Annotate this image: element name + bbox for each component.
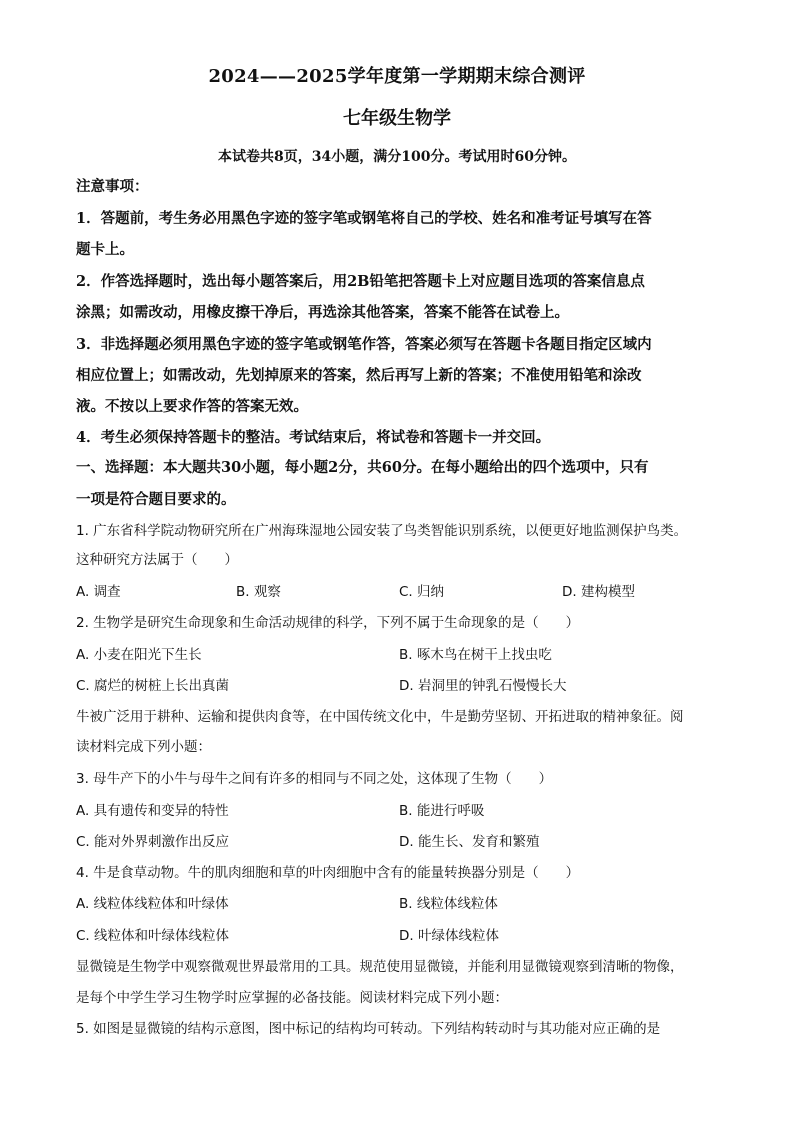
question-stem: 1. 广东省科学院动物研究所在广州海珠湿地公园安装了鸟类智能识别系统，以便更好地监测保护鸟类。 (76, 523, 688, 539)
notes-heading: 注意事项： (76, 178, 149, 195)
option-d: D. 能生长、发育和繁殖 (399, 834, 540, 850)
note-line: 4．考生必须保持答题卡的整洁。考试结束后，将试卷和答题卡一并交回。 (76, 429, 551, 446)
section-heading: 一、选择题：本大题共30小题，每小题2分，共60分。在每小题给出的四个选项中，只有 (76, 459, 649, 476)
reading-material: 显微镜是生物学中观察微观世界最常用的工具。规范使用显微镜，并能利用显微镜观察到清晰的物像， (76, 959, 684, 975)
option-b: B. 啄木鸟在树干上找虫吃 (399, 647, 552, 663)
question-stem: 3. 母牛产下的小牛与母牛之间有许多的相同与不同之处，这体现了生物（ ） (76, 771, 553, 787)
note-line: 相应位置上；如需改动，先划掉原来的答案，然后再写上新的答案；不准使用铅笔和涂改 (76, 367, 642, 384)
option-a: A. 小麦在阳光下生长 (76, 647, 202, 663)
option-c: C. 腐烂的树桩上长出真菌 (76, 678, 230, 694)
option-b: B. 线粒体线粒体 (399, 896, 498, 912)
exam-title: 2024——2025学年度第一学期期末综合测评 (208, 66, 586, 87)
note-line: 2．作答选择题时，选出每小题答案后，用2B铅笔把答题卡上对应题目选项的答案信息点 (76, 273, 645, 290)
note-line: 涂黑；如需改动，用橡皮擦干净后，再选涂其他答案，答案不能答在试卷上。 (76, 304, 569, 321)
exam-info: 本试卷共8页，34小题，满分100分。考试用时60分钟。 (218, 149, 576, 165)
note-line: 3．非选择题必须用黑色字迹的签字笔或钢笔作答，答案必须写在答题卡各题目指定区域内 (76, 336, 652, 353)
question-stem: 4. 牛是食草动物。牛的肌肉细胞和草的叶肉细胞中含有的能量转换器分别是（ ） (76, 865, 580, 881)
option-a: A. 调查 (76, 584, 121, 600)
note-line: 1．答题前，考生务必用黑色字迹的签字笔或钢笔将自己的学校、姓名和准考证号填写在答 (76, 210, 652, 227)
option-d: D. 叶绿体线粒体 (399, 928, 499, 944)
question-stem: 这种研究方法属于（ ） (76, 552, 238, 568)
exam-subject: 七年级生物学 (343, 108, 451, 129)
section-heading: 一项是符合题目要求的。 (76, 491, 236, 508)
note-line: 液。不按以上要求作答的答案无效。 (76, 398, 308, 415)
option-d: D. 岩洞里的钟乳石慢慢长大 (399, 678, 567, 694)
reading-material: 是每个中学生学习生物学时应掌握的必备技能。阅读材料完成下列小题： (76, 990, 508, 1006)
option-b: B. 能进行呼吸 (399, 803, 485, 819)
question-stem: 5. 如图是显微镜的结构示意图，图中标记的结构均可转动。下列结构转动时与其功能对应正确的是 (76, 1021, 661, 1037)
reading-material: 牛被广泛用于耕种、运输和提供肉食等，在中国传统文化中，牛是勤劳坚韧、开拓进取的精神象征。阅 (76, 709, 684, 725)
option-c: C. 归纳 (399, 584, 445, 600)
reading-material: 读材料完成下列小题： (76, 739, 211, 755)
note-line: 题卡上。 (76, 241, 134, 258)
option-b: B. 观察 (236, 584, 281, 600)
question-stem: 2. 生物学是研究生命现象和生命活动规律的科学，下列不属于生命现象的是（ ） (76, 615, 580, 631)
option-a: A. 具有遗传和变异的特性 (76, 803, 229, 819)
option-c: C. 线粒体和叶绿体线粒体 (76, 928, 230, 944)
option-a: A. 线粒体线粒体和叶绿体 (76, 896, 229, 912)
option-c: C. 能对外界刺激作出反应 (76, 834, 230, 850)
option-d: D. 建构模型 (562, 584, 635, 600)
